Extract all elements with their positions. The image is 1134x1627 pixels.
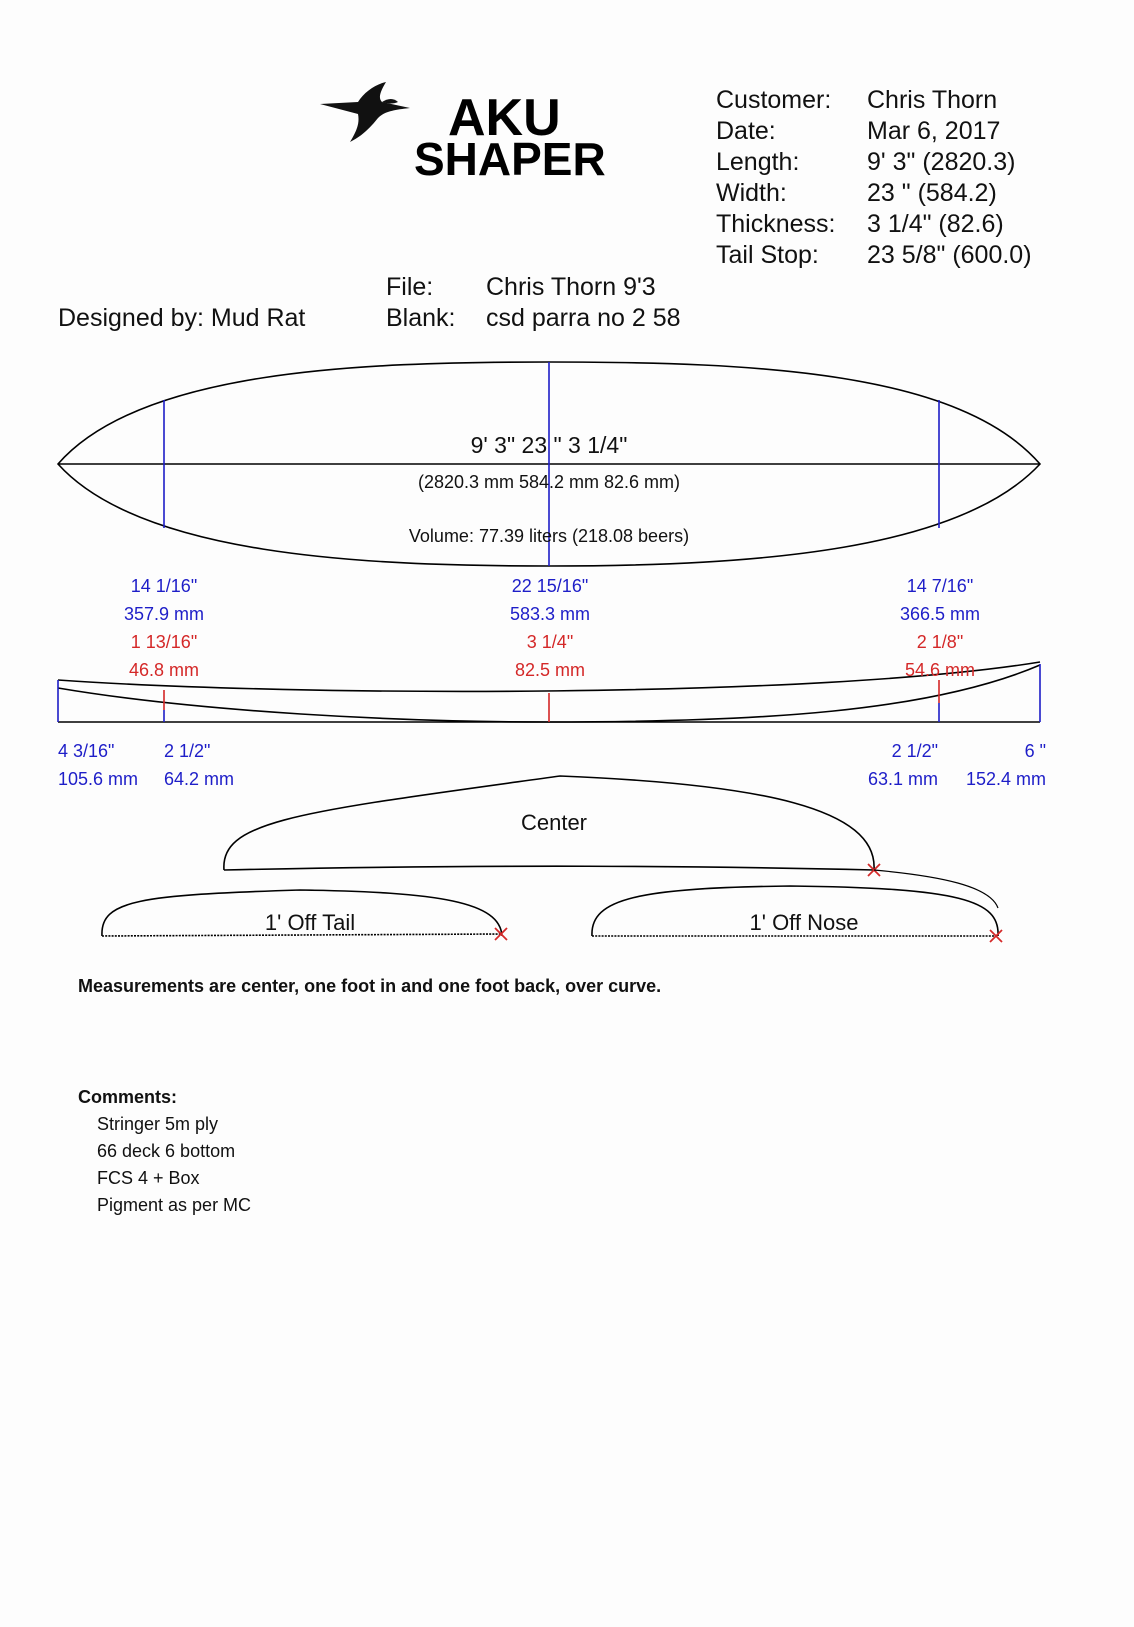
detail-value: 3 1/4" (82.6) xyxy=(867,210,1004,238)
section-nose-label: 1' Off Nose xyxy=(749,910,859,935)
designer: Designed by: Mud Rat xyxy=(58,304,306,332)
station-center-thick-mm: 82.5 mm xyxy=(514,660,586,680)
detail-row xyxy=(716,85,1032,116)
station-tail xyxy=(84,572,244,684)
detail-label: Length: xyxy=(716,148,800,176)
detail-label: Tail Stop: xyxy=(716,241,819,269)
station-nose-width-mm: 366.5 mm xyxy=(899,604,981,624)
station-tail-thick-mm: 46.8 mm xyxy=(128,660,200,680)
station-nose-thick-in: 2 1/8" xyxy=(916,632,964,652)
comment-line: FCS 4 + Box xyxy=(97,1168,200,1188)
detail-row xyxy=(716,240,1032,271)
comments-title: Comments: xyxy=(78,1087,178,1107)
detail-row xyxy=(716,209,1032,240)
blank-value: csd parra no 2 58 xyxy=(486,304,681,332)
detail-value: Chris Thorn xyxy=(867,86,998,114)
station-tail-width-in: 14 1/16" xyxy=(130,576,198,596)
section-nose-rail-mark xyxy=(990,930,1002,942)
comment-line: Pigment as per MC xyxy=(97,1195,252,1215)
blank-row xyxy=(386,303,681,334)
detail-value: 23 " (584.2) xyxy=(867,179,997,207)
section-center-label: Center xyxy=(520,810,588,835)
logo-line-1: AKU xyxy=(448,89,561,147)
detail-row xyxy=(716,147,1032,178)
file-value: Chris Thorn 9'3 xyxy=(486,273,656,301)
detail-value: Mar 6, 2017 xyxy=(867,117,1001,145)
rocker-nose-1ft-in: 2 1/2" xyxy=(891,741,938,761)
station-center-thick-in: 3 1/4" xyxy=(526,632,574,652)
logo-line-2: SHAPER xyxy=(414,133,606,185)
plan-volume: Volume: 77.39 liters (218.08 beers) xyxy=(408,526,690,546)
section-center-bottom xyxy=(224,866,874,870)
detail-label: Thickness: xyxy=(716,210,836,238)
swallow-bird-icon xyxy=(318,82,418,152)
station-nose xyxy=(860,572,1020,684)
station-center-width-in: 22 15/16" xyxy=(511,576,589,596)
station-center-width-mm: 583.3 mm xyxy=(509,604,591,624)
plan-dims-metric: (2820.3 mm 584.2 mm 82.6 mm) xyxy=(417,472,681,492)
rocker-tail-1ft-mm: 64.2 mm xyxy=(164,769,235,789)
detail-value: 23 5/8" (600.0) xyxy=(867,241,1032,269)
detail-label: Customer: xyxy=(716,86,832,114)
rocker-nose-end-mm: 152.4 mm xyxy=(965,769,1046,789)
section-tail-label: 1' Off Tail xyxy=(264,910,356,935)
detail-label: Date: xyxy=(716,117,776,145)
file-label: File: xyxy=(386,273,434,301)
logo xyxy=(318,80,618,185)
station-nose-width-in: 14 7/16" xyxy=(906,576,974,596)
rocker-tail-end-mm: 105.6 mm xyxy=(58,769,139,789)
station-center xyxy=(470,572,630,684)
rocker-tail-1ft-label xyxy=(164,737,234,793)
rocker-nose-1ft-mm: 63.1 mm xyxy=(867,769,938,789)
detail-value: 9' 3" (2820.3) xyxy=(867,148,1016,176)
detail-row xyxy=(716,178,1032,209)
comment-line: Stringer 5m ply xyxy=(97,1114,219,1134)
detail-label: Width: xyxy=(716,179,787,207)
blank-label: Blank: xyxy=(386,304,456,332)
rocker-tail-end-in: 4 3/16" xyxy=(58,741,115,761)
rocker-nose-end-label xyxy=(940,737,1046,793)
comment-line: 66 deck 6 bottom xyxy=(97,1141,236,1161)
rocker-tail-end-label xyxy=(58,737,138,793)
measurement-note: Measurements are center, one foot in and one foot back, over curve. xyxy=(78,976,662,996)
rocker-tail-1ft-in: 2 1/2" xyxy=(164,741,211,761)
rocker-nose-end-in: 6 " xyxy=(1024,741,1046,761)
detail-row xyxy=(716,116,1032,147)
station-tail-thick-in: 1 13/16" xyxy=(130,632,198,652)
rocker-nose-1ft-label xyxy=(860,737,938,793)
file-row xyxy=(386,272,656,303)
station-tail-width-mm: 357.9 mm xyxy=(123,604,205,624)
plan-dims-imperial: 9' 3" 23 " 3 1/4" xyxy=(470,432,628,458)
comments-block xyxy=(78,1084,251,1219)
station-nose-thick-mm: 54.6 mm xyxy=(904,660,976,680)
details-table xyxy=(716,85,1032,271)
